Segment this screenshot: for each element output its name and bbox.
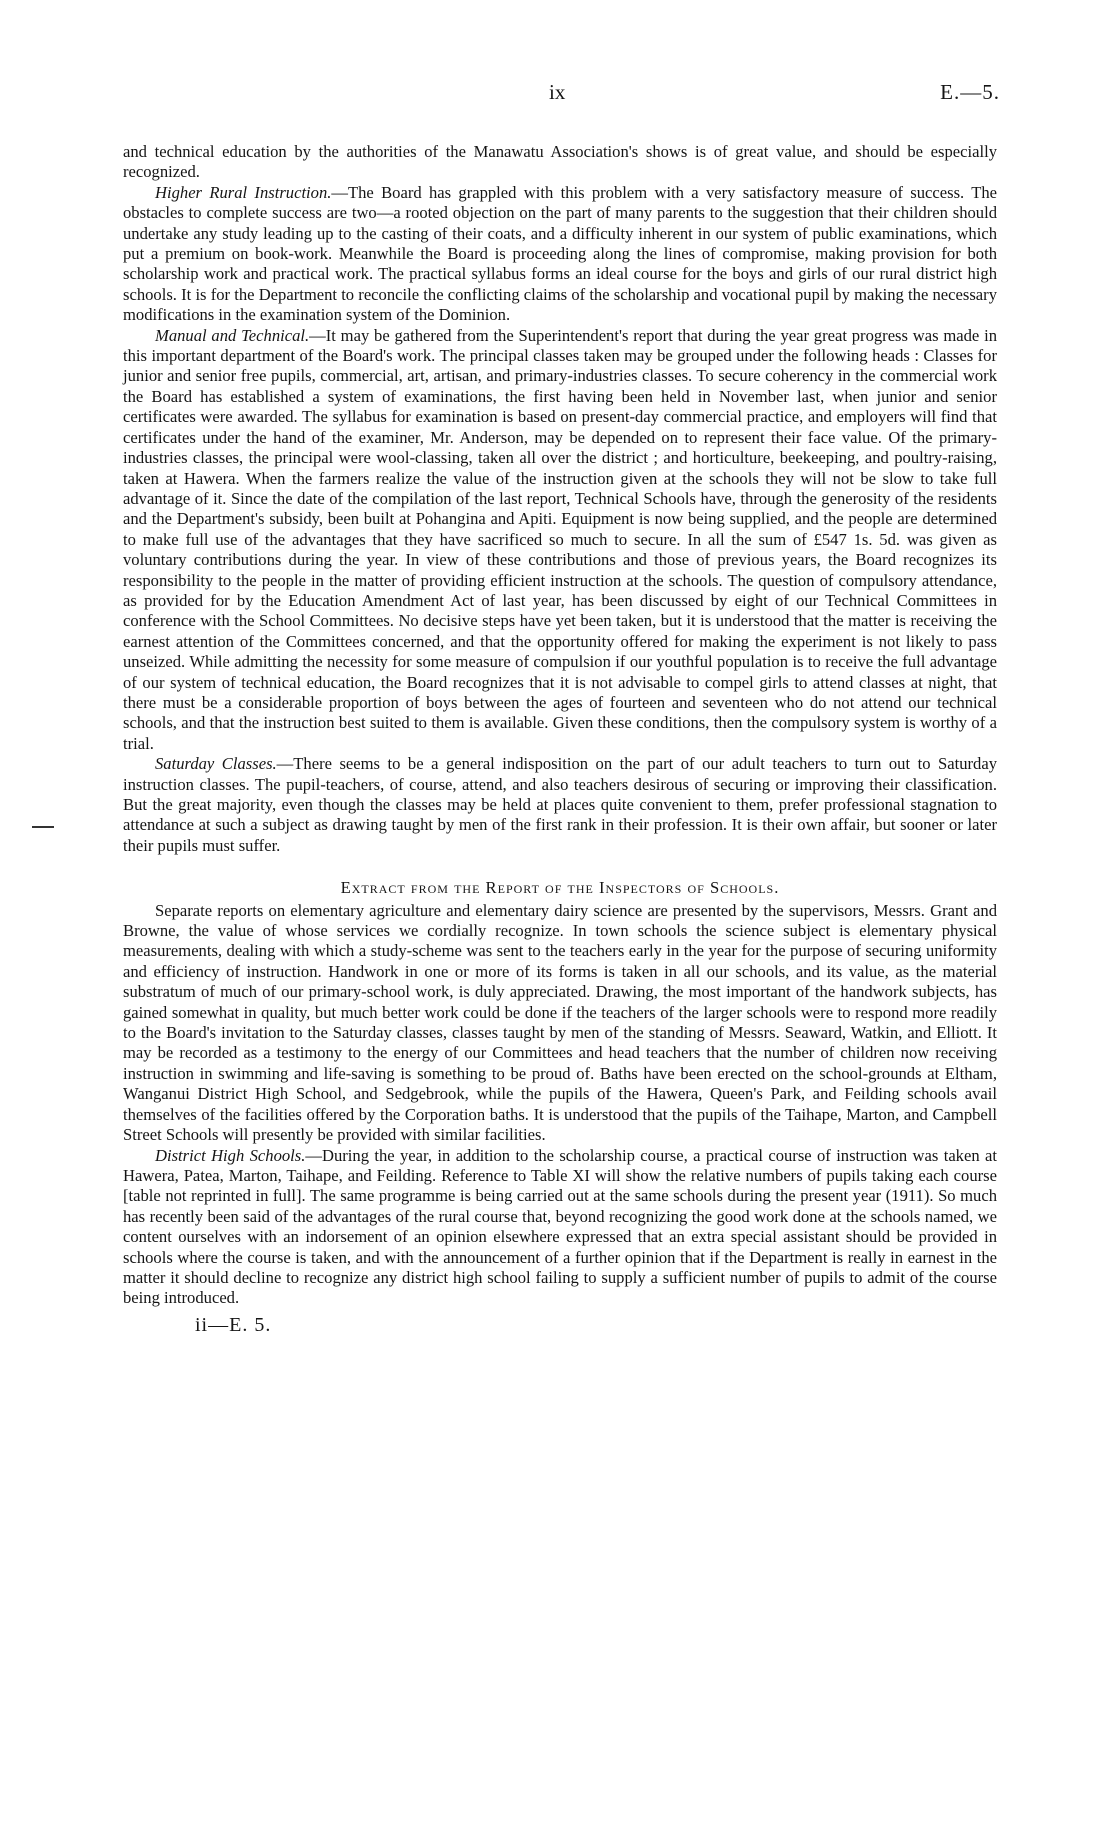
paragraph-run-in-heading: Manual and Technical. bbox=[155, 325, 310, 345]
paragraph-text: Separate reports on elementary agriculture and elementary dairy science are presented by the supervisors, Messrs. Grant and Browne, the value of whose services we cordially recognize. In town schools the science subject is elementary physical measurements, dealing with which a study-scheme was sent to the teachers early in the year for the purpose of securing uniformity and efficiency of instruction. Handwork in one or more of its forms is taken in all our schools, and its value, as the material substratum of much of our primary-school work, is duly appreciated. Drawing, the most important of the handwork subjects, has gained somewhat in quality, but much better work could be done if the teachers of the larger schools were to respond more readily to the Board's invitation to the Saturday classes, classes taught by men of the standing of Messrs. Seaward, Watkin, and Elliott. It may be recorded as a testimony to the energy of our Committees and head teachers that the number of children now receiving instruction in swimming and life-saving is something to be proud of. Baths have been erected on the school-grounds at Eltham, Wanganui District High School, and Sedgebrook, while the pupils of the Hawera, Queen's Park, and Feilding schools avail themselves of the facilities offered by the Corporation baths. It is understood that the pupils of the Taihape, Marton, and Campbell Street Schools will presently be provided with similar facilities. bbox=[123, 900, 997, 1145]
margin-mark bbox=[32, 826, 54, 828]
paragraph-text: —The Board has grappled with this problem with a very satisfactory measure of success. The obstacles to complete success are two—a rooted objection on the part of many parents to the suggestion that their children should undertake any study leading up to the casting of their coats, and a difficulty inherent in our system of public examinations, which put a premium on book-work. Meanwhile the Board is proceeding along the lines of compromise, making provision for both scholarship work and practical work. The practical syllabus forms an ideal course for the boys and girls of our rural district high schools. It is for the Department to reconcile the conflicting claims of the scholarship and vocational pupil by making the necessary modifications in the examination system of the Dominion. bbox=[123, 182, 998, 325]
document-code: E.—5. bbox=[940, 80, 1000, 104]
page-number: ix bbox=[549, 80, 566, 104]
paragraph-manual-and-technical bbox=[123, 326, 997, 755]
paragraph-text: and technical education by the authorities of the Manawatu Association's shows is of great value, and should be especially recognized. bbox=[123, 142, 997, 182]
paragraph-run-in-heading: Saturday Classes. bbox=[155, 754, 277, 774]
paragraph-run-in-heading: Higher Rural Instruction. bbox=[155, 182, 332, 202]
document-body bbox=[123, 142, 997, 1335]
paragraph-run-in-heading: District High Schools. bbox=[155, 1145, 306, 1165]
signature-mark: ii—E. 5. bbox=[195, 1313, 272, 1336]
paragraph-text: —There seems to be a general indisposition on the part of our adult teachers to turn out to Saturday instruction classes. The pupil-teachers, of course, attend, and also teachers desirous of securing or improving their classification. But the great majority, even though the classes may be held at places quite convenient to them, prefer professional stagnation to attendance at such a subject as drawing taught by men of the first rank in their profession. It is their own affair, but sooner or later their pupils must suffer. bbox=[123, 754, 997, 855]
section-heading: Extract from the Report of the Inspectors of Schools. bbox=[340, 878, 780, 898]
paragraph-higher-rural-instruction bbox=[123, 183, 997, 326]
page-header bbox=[120, 80, 1000, 120]
paragraph-text: —It may be gathered from the Superintendent's report that during the year great progress was made in this important department of the Board's work. The principal classes taken may be grouped under the following heads : Classes for junior and senior free pupils, commercial, art, artisan, and primary-industries classes. To secure coherency in the commercial work the Board has established a system of examinations, the first having been held in November last, when junior and senior certificates were awarded. The syllabus for examination is based on present-day commercial practice, and employers will find that certificates under the hand of the examiner, Mr. Anderson, may be depended on to represent their face value. Of the primary-industries classes, the principal were wool-classing, taken all over the district ; and horticulture, beekeeping, and poultry-raising, taken at Hawera. When the farmers realize the value of the instruction given at the schools they will not be slow to take full advantage of it. Since the date of the compilation of the last report, Technical Schools have, through the generosity of the residents and the Department's subsidy, been built at Pohangina and Apiti. Equipment is now being supplied, and the people are determined to make full use of the advantages that they have sacrificed so much to secure. In all the sum of £547 1s. 5d. was given as voluntary contributions during the year. In view of these contributions and those of previous years, the Board recognizes its responsibility to the people in the matter of providing efficient instruction at the schools. The question of compulsory attendance, as provided for by the Education Amendment Act of last year, has been discussed by eight of our Technical Committees in conference with the School Committees. No decisive steps have yet been taken, but it is understood that the matter is receiving the earnest attention of the Committees concerned, and that the opportunity offered for making the experiment is not likely to pass unseized. While admitting the necessity for some measure of compulsion if our youthful population is to receive the full advantage of our system of technical education, the Board recognizes that it is not advisable to compel girls to attend classes at night, that there must be a considerable proportion of boys between the ages of fourteen and seventeen who do not attend our technical schools, and that the instruction best suited to them is available. Given these conditions, then the compulsory system is worthy of a trial. bbox=[123, 325, 997, 753]
paragraph-continuation bbox=[123, 142, 997, 183]
paragraph-district-high-schools bbox=[123, 1146, 997, 1309]
paragraph-inspectors-report bbox=[123, 901, 997, 1146]
paragraph-saturday-classes bbox=[123, 754, 997, 856]
paragraph-text: —During the year, in addition to the scholarship course, a practical course of instruction was taken at Hawera, Patea, Marton, Taihape, and Feilding. Reference to Table XI will show the relative numbers of pupils taking each course [table not reprinted in full]. The same programme is being carried out at the same schools during the present year (1911). So much has recently been said of the advantages of the rural course that, beyond recognizing the good work done at the schools named, we content ourselves with an indorsement of an opinion elsewhere expressed that an extra special assistant should be provided in schools where the course is taken, and with the announcement of a further opinion that if the Department is really in earnest in the matter it should decline to recognize any district high school failing to supply a sufficient number of pupils to admit of the course being introduced. bbox=[123, 1145, 997, 1308]
